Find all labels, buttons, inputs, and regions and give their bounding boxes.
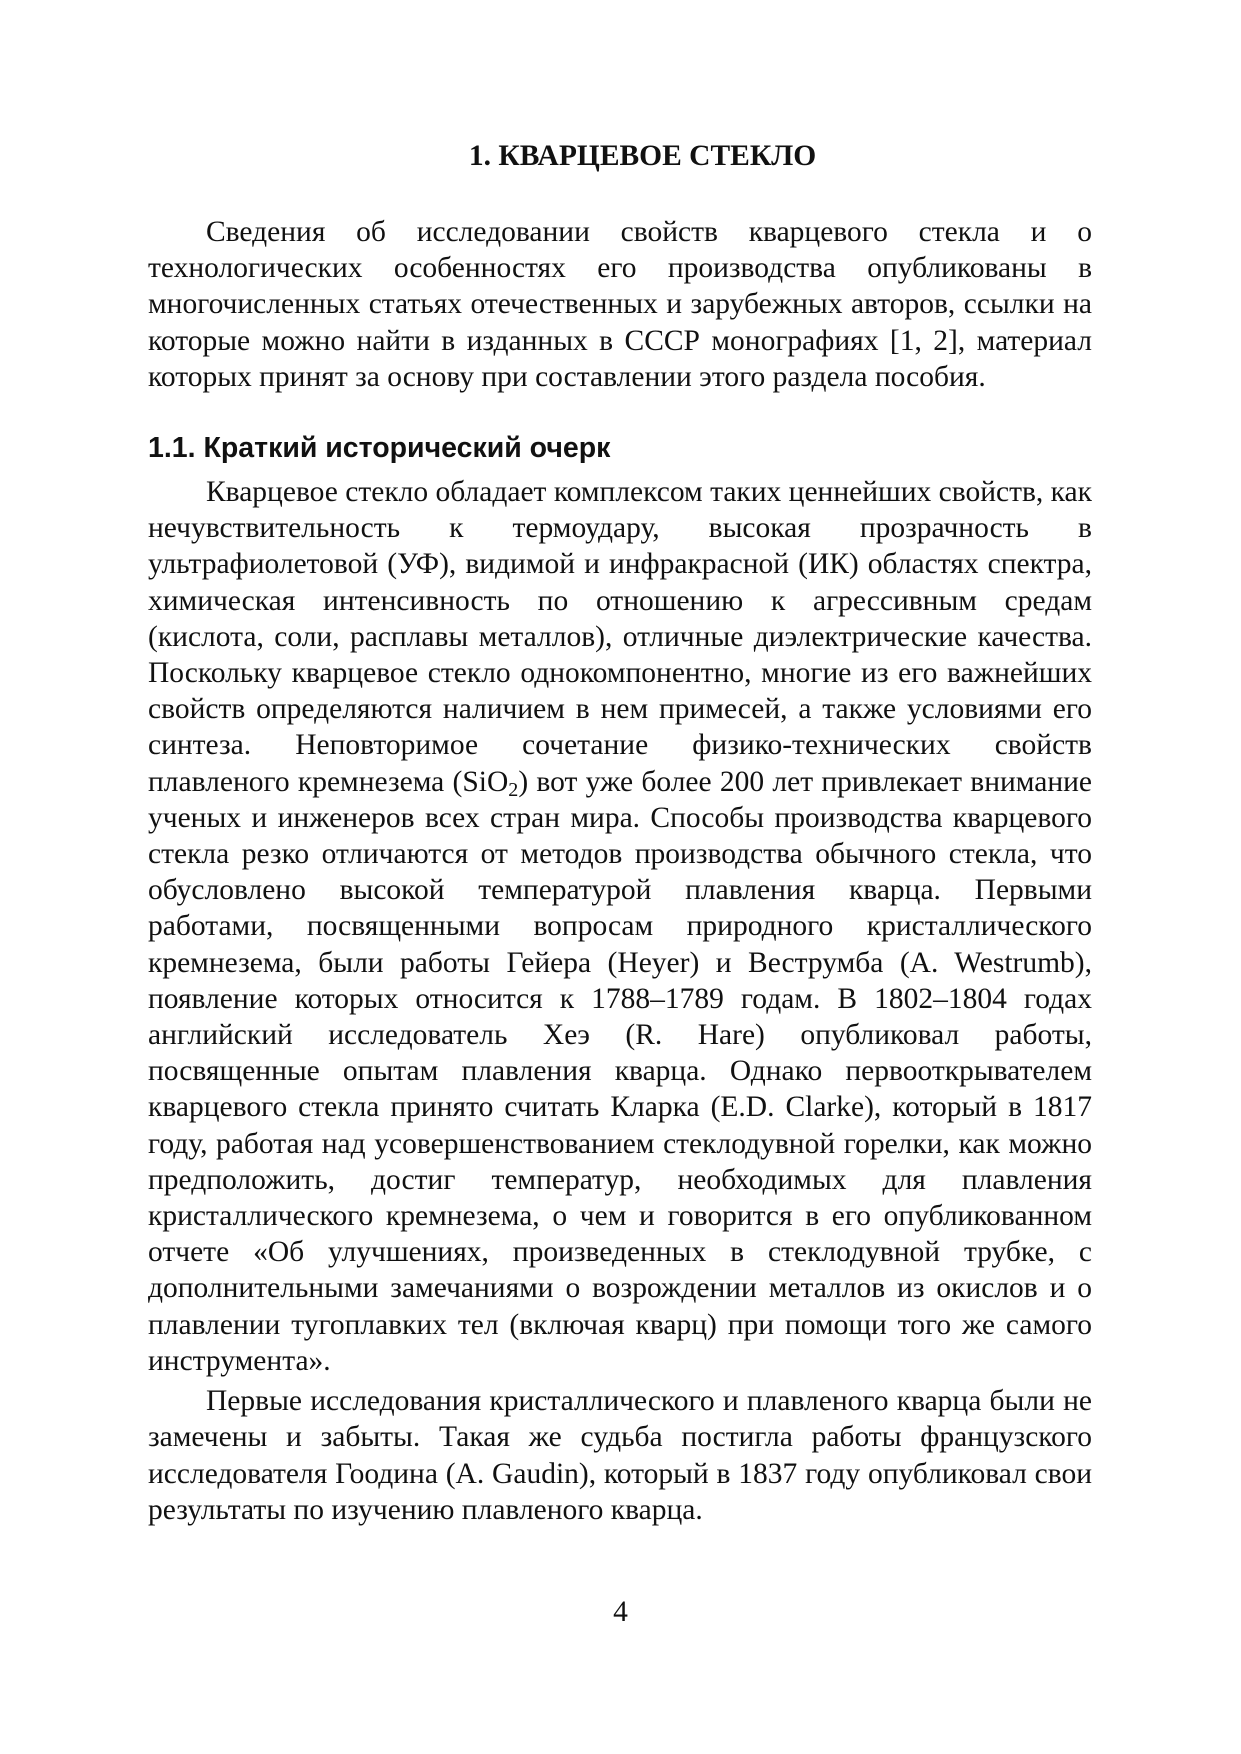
intro-paragraph: Сведения об исследовании свойств кварцевого стекла и о технологических особенностях его производства опубликованы в многочисленных статьях отечественных и зарубежных авторов, ссылки на которые можно найти в изданных в СССР монографиях [1, 2], материал которых принят за основу при составлении этого раздела пособия. [148, 216, 1092, 393]
page-number: 4 [613, 1596, 628, 1628]
chapter-title: 1. КВАРЦЕВОЕ СТЕКЛО [468, 140, 817, 172]
silica-formula [462, 765, 519, 801]
history-paragraph-1-part-2: ) вот уже более 200 лет привлекает внимание ученых и инженеров всех стран мира. Способы производства кварцевого стекла резко отличаются от методов производства обычного стекла, что обусловлено высокой температурой плавления кварца. Первыми работами, посвященными вопросам природного кристаллического кремнезема, были работы Гейера (Heyer) и Веструмба (A. Westrumb), появление которых относится к 1788–1789 годам. В 1802–1804 годах английский исследователь Хеэ (R. Hare) опубликовал работы, посвященные опытам плавления кварца. Однако первооткрывателем кварцевого стекла принято считать Кларка (E.D. Clarke), который в 1817 году, работая над усовершенствованием стеклодувной горелки, как можно предположить, достиг температур, необходимых для плавления кристаллического кремнезема, о чем и говорится в его опубликованном отчете «Об улучшениях, произведенных в стеклодувной трубке, с дополнительными замечаниями о возрождении металлов из окислов и о плавлении тугоплавких тел (включая кварц) при помощи того же самого инструмента». [148, 765, 1092, 1377]
section-title: 1.1. Краткий исторический очерк [148, 432, 611, 465]
silica-formula-base: SiO [462, 765, 509, 798]
document-page [148, 138, 1092, 1528]
history-paragraph-1-part-1: Кварцевое стекло обладает комплексом таких ценнейших свойств, как нечувствительность к термоудару, высокая прозрачность в ультрафиолетовой (УФ), видимой и инфракрасной (ИК) областях спектра, химическая интенсивность по отношению к агрессивным средам (кислота, соли, расплавы металлов), отличные диэлектрические качества. Поскольку кварцевое стекло однокомпонентно, многие из его важнейших свойств определяются наличием в нем примесей, а также условиями его синтеза. Неповторимое сочетание физико-технических свойств плавленого кремнезема ( [148, 476, 1092, 798]
silica-formula-subscript: 2 [508, 778, 519, 801]
history-paragraph-1 [148, 474, 1092, 1379]
history-paragraph-2: Первые исследования кристаллического и плавленого кварца были не замечены и забыты. Такая же судьба постигла работы французского исследователя Гоодина (A. Gaudin), который в 1837 году опубликовал свои результаты по изучению плавленого кварца. [148, 1385, 1092, 1526]
